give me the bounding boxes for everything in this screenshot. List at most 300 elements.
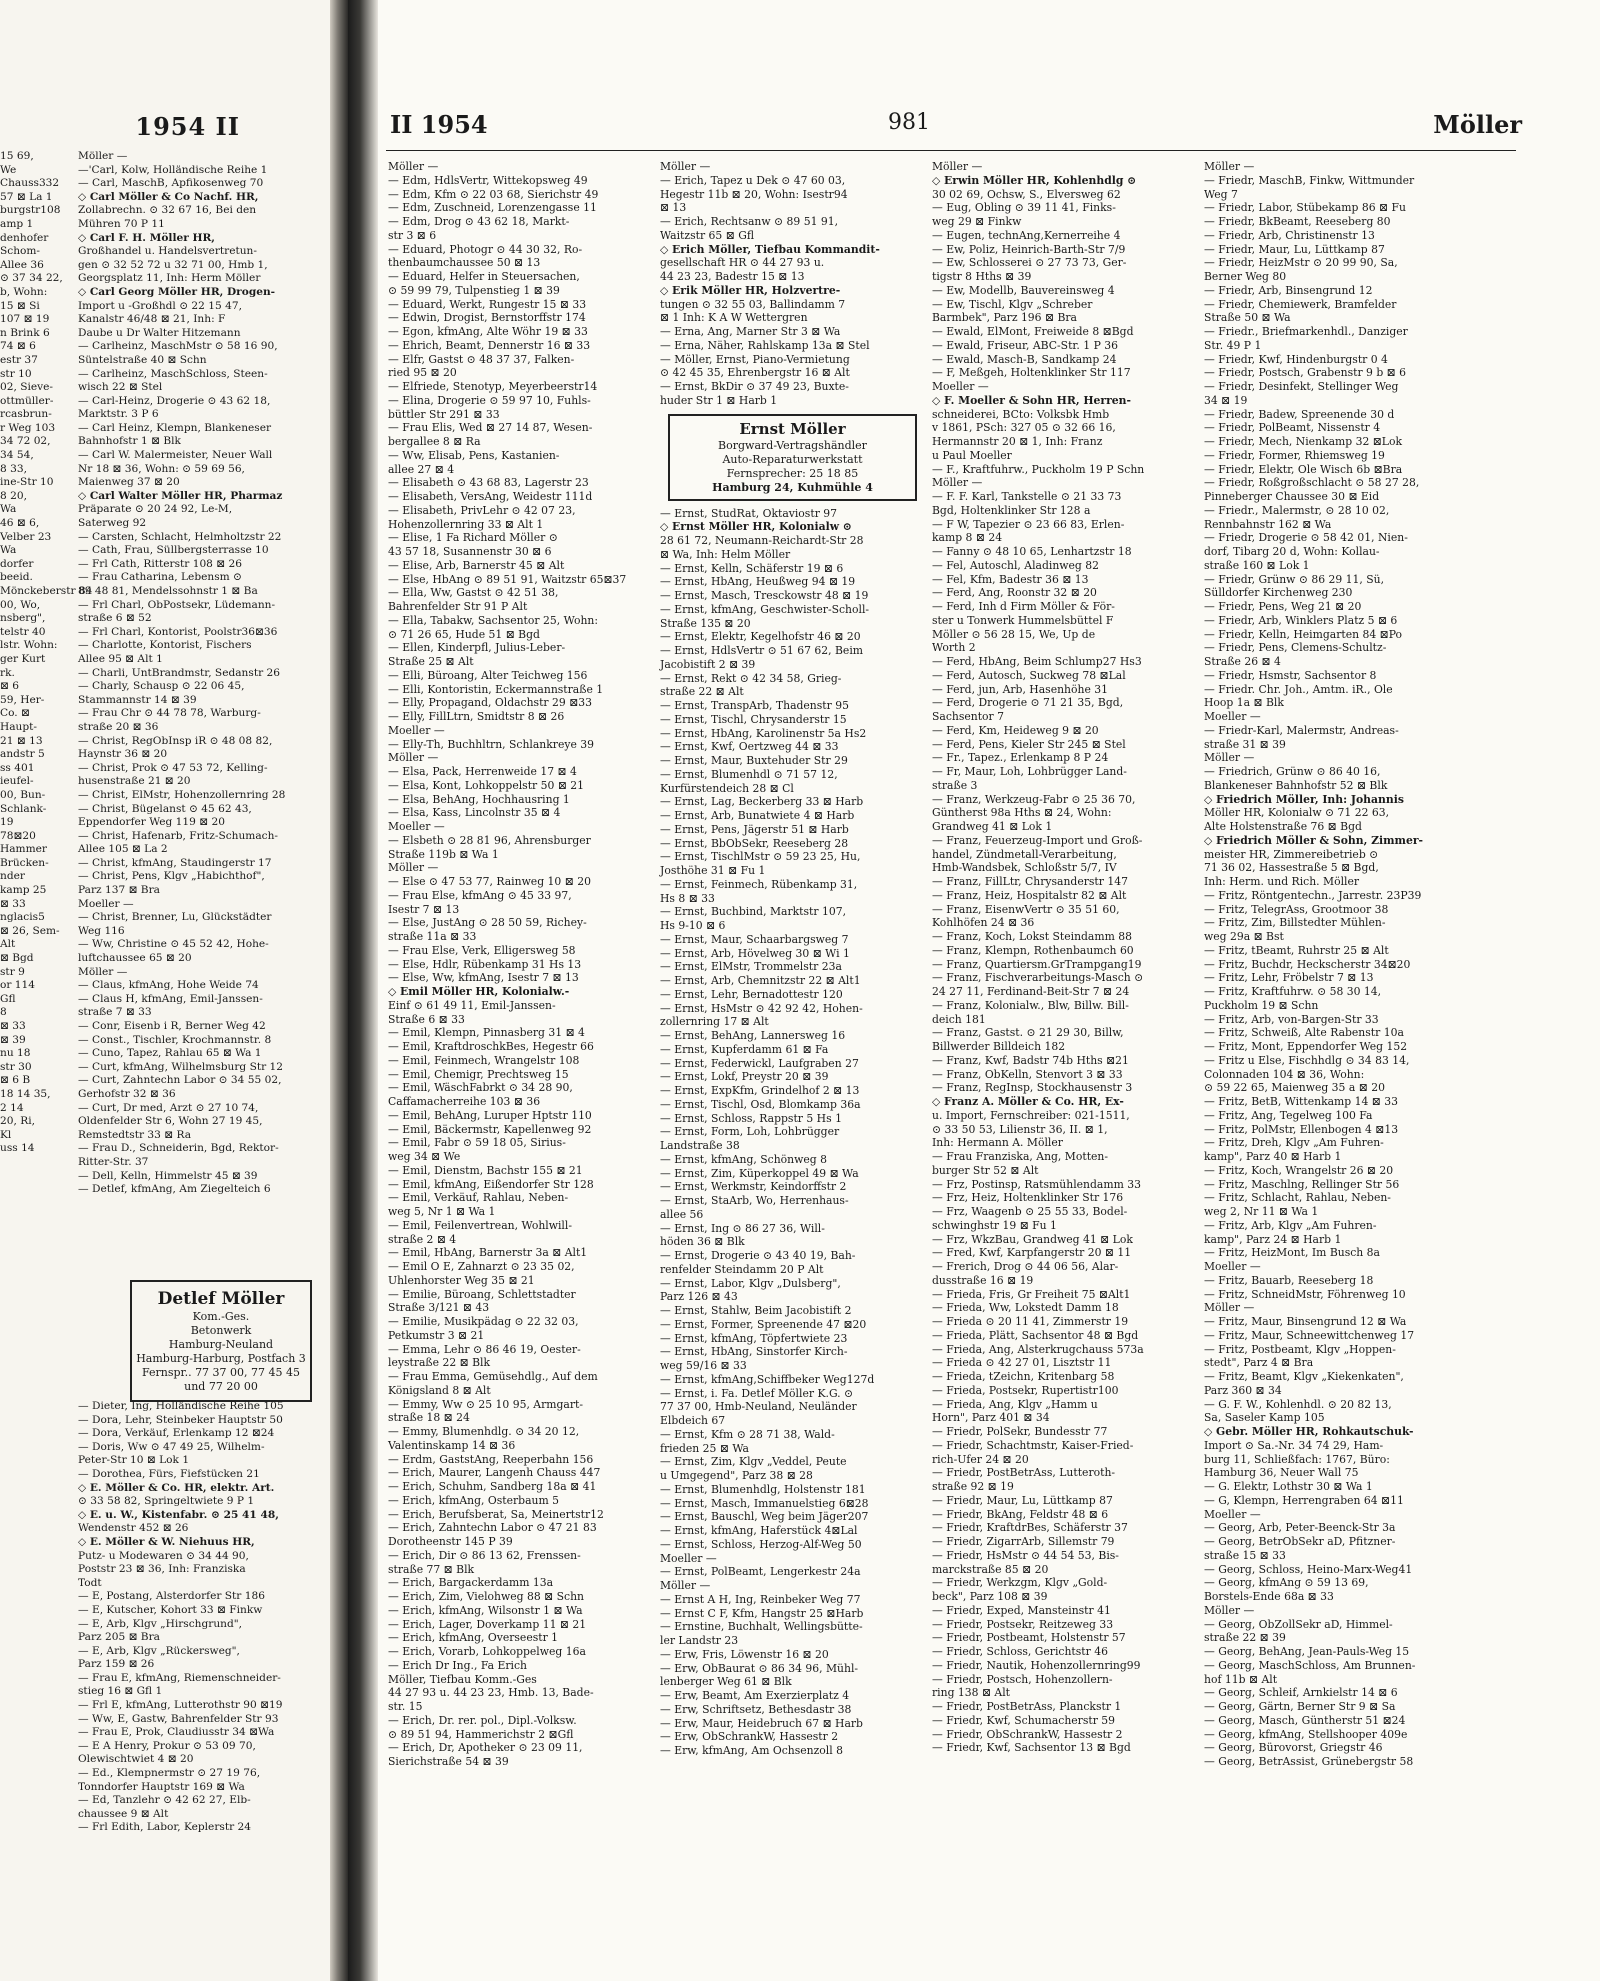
directory-entry: — G. F. W., Kohlenhdl. ⊙ 20 82 13, bbox=[1204, 1397, 1392, 1411]
directory-entry: ◇ Friedrich Möller & Sohn, Zimmer- bbox=[1204, 833, 1423, 847]
directory-entry: — Fritz, Maur, Binsengrund 12 ⊠ Wa bbox=[1204, 1315, 1407, 1328]
directory-entry: — Ernst, Lokf, Preystr 20 ⊠ 39 bbox=[660, 1070, 829, 1084]
ad-title: Ernst Möller bbox=[739, 419, 846, 438]
page-year-label: II 1954 bbox=[390, 110, 488, 139]
directory-entry: 28 61 72, Neumann-Reichardt-Str 28 bbox=[660, 534, 864, 547]
directory-entry: — Fritz, Bauarb, Reeseberg 18 bbox=[1204, 1273, 1374, 1287]
directory-entry: hof 11b ⊠ Alt bbox=[1204, 1672, 1278, 1686]
facing-page-entry: — Cath, Frau, Süllbergsterrasse 10 bbox=[78, 544, 269, 557]
directory-entry: straße 92 ⊠ 19 bbox=[932, 1480, 1014, 1493]
page-running-head: Möller bbox=[1433, 110, 1522, 139]
page-spine bbox=[330, 0, 348, 1981]
directory-entry: — Friedr, Postsch, Grabenstr 9 b ⊠ 6 bbox=[1204, 366, 1407, 380]
directory-entry: Straße 119b ⊠ Wa 1 bbox=[388, 847, 499, 861]
directory-entry: — Ernst, Kwf, Oertzweg 44 ⊠ 33 bbox=[660, 740, 839, 754]
directory-entry: — Elise, 1 Fa Richard Möller ⊙ bbox=[388, 531, 558, 545]
directory-entry: — Edm, Drog ⊙ 43 62 18, Markt- bbox=[388, 215, 570, 228]
directory-entry: ◇ Gebr. Möller HR, Rohkautschuk- bbox=[1204, 1425, 1414, 1438]
facing-page-entry: Todt bbox=[78, 1576, 102, 1589]
directory-entry: Hmb-Wandsbek, Schloßstr 5/7, IV bbox=[932, 861, 1117, 875]
directory-entry: — Ernst, Maur, Buxtehuder Str 29 bbox=[660, 754, 848, 767]
facing-page-entry: — Ed., Klempnermstr ⊙ 27 19 76, bbox=[78, 1767, 261, 1780]
directory-entry: Bahrenfelder Str 91 P Alt bbox=[388, 600, 528, 613]
facing-page-column-lower bbox=[78, 1400, 330, 1835]
directory-column-2 bbox=[660, 160, 925, 1758]
directory-entry: — Friedr, Elektr, Ole Wisch 6b ⊠Bra bbox=[1204, 462, 1403, 476]
facing-page-fragment: ss 401 bbox=[0, 761, 35, 774]
directory-entry: weg 29a ⊠ Bst bbox=[1204, 930, 1284, 943]
ad-line: Fernspr.. 77 37 00, 77 45 45 bbox=[141, 1366, 301, 1379]
directory-entry: — Fritz, TelegrAss, Grootmoor 38 bbox=[1204, 902, 1389, 916]
directory-entry: — Emil, KraftdroschkBes, Hegestr 66 bbox=[388, 1040, 594, 1053]
directory-entry: — Franz, Koch, Lokst Steindamm 88 bbox=[932, 930, 1133, 943]
directory-entry: — Friedr, Labor, Stübekamp 86 ⊠ Fu bbox=[1204, 201, 1406, 215]
ad-line: Hamburg-Neuland bbox=[168, 1338, 274, 1351]
directory-entry: — Friedr. Chr. Joh., Amtm. iR., Ole bbox=[1204, 682, 1393, 696]
directory-entry: — Ernst C F, Kfm, Hangstr 25 ⊠Harb bbox=[660, 1606, 864, 1620]
directory-entry: — Frz, Waagenb ⊙ 25 55 33, Bodel- bbox=[932, 1205, 1128, 1218]
directory-entry: — Ew, Modellb, Bauvereinsweg 4 bbox=[932, 283, 1115, 297]
directory-entry: — Erich, Schuhm, Sandberg 18a ⊠ 41 bbox=[388, 1480, 597, 1493]
directory-entry: Weg 7 bbox=[1204, 187, 1238, 201]
directory-entry: — Friedr, Nautik, Hohenzollernring99 bbox=[932, 1658, 1141, 1672]
facing-page-entry: 89 48 81, Mendelssohnstr 1 ⊠ Ba bbox=[78, 585, 258, 597]
directory-entry: — Else, HbAng ⊙ 89 51 91, Waitzstr 65⊠37 bbox=[388, 572, 627, 586]
directory-entry: — Friedr, Postsch, Hohenzollern- bbox=[932, 1672, 1113, 1686]
directory-entry: Str. 49 P 1 bbox=[1204, 338, 1262, 352]
directory-entry: — Ferd, Ang, Roonstr 32 ⊠ 20 bbox=[932, 586, 1097, 600]
facing-page-entry: — Christ, kfmAng, Staudingerstr 17 bbox=[78, 856, 272, 869]
directory-entry: — Frieda, tZeichn, Kritenbarg 58 bbox=[932, 1370, 1115, 1383]
facing-page-entry: Weg 116 bbox=[78, 924, 125, 937]
facing-page-entry: — Frl Charl, ObPostsekr, Lüdemann- bbox=[78, 598, 276, 611]
directory-entry: — Ernst, Bauschl, Weg beim Jäger207 bbox=[660, 1510, 869, 1524]
directory-entry: Grandweg 41 ⊠ Lok 1 bbox=[932, 820, 1053, 833]
directory-entry: Straße 25 ⊠ Alt bbox=[388, 655, 474, 668]
directory-entry: — Georg, BetrAssist, Grünebergstr 58 bbox=[1204, 1755, 1414, 1768]
directory-entry: — Ernst, Kfm ⊙ 28 71 38, Wald- bbox=[660, 1427, 835, 1441]
facing-page-fragment: Hammer bbox=[0, 843, 47, 856]
facing-page-fragment: beeid. bbox=[0, 571, 33, 584]
facing-page-fragment: ger Kurt bbox=[0, 652, 46, 665]
directory-entry: Möller — bbox=[932, 160, 983, 173]
facing-page-entry: Marktstr. 3 P 6 bbox=[78, 408, 159, 421]
directory-entry: — Ernst, Drogerie ⊙ 43 40 19, Bah- bbox=[660, 1249, 856, 1262]
facing-page-entry: — Claus, kfmAng, Hohe Weide 74 bbox=[78, 979, 259, 992]
directory-entry: deich 181 bbox=[932, 1012, 986, 1026]
facing-page-entry: Haynstr 36 ⊠ 20 bbox=[78, 748, 168, 761]
directory-entry: — Fritz, SchneidMstr, Föhrenweg 10 bbox=[1204, 1287, 1406, 1301]
directory-entry: straße 15 ⊠ 33 bbox=[1204, 1548, 1286, 1562]
directory-entry: — Friedr, Pens, Weg 21 ⊠ 20 bbox=[1204, 600, 1362, 613]
facing-page-entry: ◇ Carl Möller & Co Nachf. HR, bbox=[78, 190, 259, 203]
directory-entry: — Franz, Heiz, Hospitalstr 82 ⊠ Alt bbox=[932, 888, 1127, 902]
facing-page-fragment: ⊠ 6 B bbox=[0, 1074, 31, 1087]
directory-entry: — Ernst A H, Ing, Reinbeker Weg 77 bbox=[660, 1592, 861, 1606]
facing-page-entry: — Carsten, Schlacht, Helmholtzstr 22 bbox=[78, 530, 282, 543]
facing-page-fragment: 107 ⊠ 19 bbox=[0, 313, 50, 326]
directory-entry: Hoop 1a ⊠ Blk bbox=[1204, 696, 1284, 710]
facing-page-entry: straße 7 ⊠ 33 bbox=[78, 1006, 152, 1019]
directory-entry: huder Str 1 ⊠ Harb 1 bbox=[660, 393, 778, 407]
directory-entry: — Frau Emma, Gemüsehdlg., Auf dem bbox=[388, 1370, 598, 1383]
facing-page-entry: Moeller — bbox=[78, 897, 134, 910]
directory-entry: — Eduard, Helfer in Steuersachen, bbox=[388, 270, 580, 283]
facing-page-fragment: dorfer bbox=[0, 557, 34, 570]
facing-page-fragment: 00, Bun- bbox=[0, 788, 46, 801]
ad-line: Fernsprecher: 25 18 85 bbox=[726, 466, 859, 480]
directory-entry: — Fritz, Buchdr, Heckscherstr 34⊠20 bbox=[1204, 957, 1411, 971]
directory-entry: — Elly-Th, Buchhltrn, Schlankreye 39 bbox=[388, 737, 595, 751]
directory-entry: — Ernst, Maur, Schaarbargsweg 7 bbox=[660, 932, 849, 946]
directory-entry: — Friedr, PostBetrAss, Lutteroth- bbox=[932, 1466, 1116, 1480]
directory-entry: — Ernst, kfmAng,Schiffbeker Weg127d bbox=[660, 1372, 875, 1386]
ad-address: Hamburg 24, Kuhmühle 4 bbox=[712, 480, 873, 494]
ad-title: Detlef Möller bbox=[157, 1289, 285, 1309]
directory-entry: — Erich Dr Ing., Fa Erich bbox=[388, 1658, 527, 1672]
directory-entry: — Ernst, HdlsVertr ⊙ 51 67 62, Beim bbox=[660, 644, 864, 657]
directory-entry: Möller — bbox=[1204, 751, 1255, 765]
book-binding bbox=[348, 0, 378, 1981]
facing-page-entry: — Carlheinz, MaschMstr ⊙ 58 16 90, bbox=[78, 340, 278, 353]
facing-page-entry: — Christ, Pens, Klgv „Habichthof", bbox=[78, 870, 265, 883]
facing-page-entry: — Charlotte, Kontorist, Fischers bbox=[78, 639, 252, 652]
directory-entry: — Friedr, Maur, Lu, Lüttkamp 87 bbox=[932, 1493, 1113, 1507]
directory-entry: — Fritz, Postbeamt, Klgv „Hoppen- bbox=[1204, 1342, 1396, 1356]
directory-entry: — Fritz, Ang, Tegelweg 100 Fa bbox=[1204, 1108, 1373, 1122]
directory-entry: — Erich, Berufsberat, Sa, Meinertstr12 bbox=[388, 1507, 604, 1521]
directory-entry: — Emil, Fabr ⊙ 59 18 05, Sirius- bbox=[388, 1136, 566, 1150]
facing-page-fragment: 15 ⊠ Si bbox=[0, 299, 40, 312]
facing-page-fragment: Wa bbox=[0, 544, 17, 557]
directory-entry: — Franz, RegInsp, Stockhausenstr 3 bbox=[932, 1081, 1133, 1095]
facing-page-entry: Putz- u Modewaren ⊙ 34 44 90, bbox=[78, 1549, 249, 1562]
directory-entry: — Emil, Feinmech, Wrangelstr 108 bbox=[388, 1053, 580, 1067]
facing-page-fragment: str 30 bbox=[0, 1060, 32, 1073]
directory-entry: 30 02 69, Ochsw, S., Elversweg 62 bbox=[932, 187, 1121, 201]
facing-page-entry: luftchaussee 65 ⊠ 20 bbox=[78, 952, 192, 965]
facing-page-entry: Möller — bbox=[78, 965, 128, 978]
directory-entry: — Fritz, Arb, Klgv „Am Fuhren- bbox=[1204, 1218, 1377, 1232]
directory-entry: ◇ Erwin Möller HR, Kohlenhdlg ⊙ bbox=[932, 173, 1137, 187]
directory-entry: Jacobistift 2 ⊠ 39 bbox=[660, 657, 756, 671]
directory-entry: — Edm, Kfm ⊙ 22 03 68, Sierichstr 49 bbox=[388, 187, 599, 201]
directory-entry: — Fr., Tapez., Erlenkamp 8 P 24 bbox=[932, 751, 1109, 765]
directory-entry: ◇ Franz A. Möller & Co. HR, Ex- bbox=[932, 1095, 1124, 1108]
facing-page-entry: Olewischtwiet 4 ⊠ 20 bbox=[78, 1753, 194, 1766]
facing-page-entry: Remstedtstr 33 ⊠ Ra bbox=[78, 1128, 192, 1141]
directory-entry: — Franz, EisenwVertr ⊙ 35 51 60, bbox=[932, 902, 1120, 916]
facing-page-entry: ◇ E. Möller & Co. HR, elektr. Art. bbox=[78, 1481, 275, 1494]
directory-entry: — Emil, BehAng, Luruper Hptstr 110 bbox=[388, 1108, 592, 1122]
directory-entry: — Friedr, ObSchrankW, Hassestr 2 bbox=[932, 1727, 1123, 1741]
directory-entry: — Friedr, Badew, Spreenende 30 d bbox=[1204, 407, 1395, 421]
directory-entry: — Erich, kfmAng, Osterbaum 5 bbox=[388, 1493, 560, 1507]
directory-entry: Möller — bbox=[1204, 160, 1255, 173]
directory-entry: — Frau Elis, Wed ⊠ 27 14 87, Wesen- bbox=[388, 421, 593, 435]
directory-entry: Pinneberger Chaussee 30 ⊠ Eid bbox=[1204, 490, 1380, 503]
directory-entry: — Ernst, kfmAng, Geschwister-Scholl- bbox=[660, 602, 870, 616]
facing-page-entry: — Frau Chr ⊙ 44 78 78, Warburg- bbox=[78, 707, 261, 720]
directory-entry: ⊙ 71 26 65, Hude 51 ⊠ Bgd bbox=[388, 627, 540, 641]
directory-entry: — Frz, Heiz, Holtenklinker Str 176 bbox=[932, 1191, 1124, 1205]
directory-column-1 bbox=[388, 160, 653, 1769]
facing-page-fragment: n Brink 6 bbox=[0, 326, 50, 339]
directory-entry: Inh: Hermann A. Möller bbox=[932, 1136, 1063, 1150]
facing-page-entry: — Charli, UntBrandmstr, Sedanstr 26 bbox=[78, 666, 280, 679]
facing-page-entry: Parz 205 ⊠ Bra bbox=[78, 1631, 160, 1644]
directory-entry: Blankeneser Bahnhofstr 52 ⊠ Blk bbox=[1204, 778, 1388, 792]
facing-page-entry: — Conr, Eisenb i R, Berner Weg 42 bbox=[78, 1020, 266, 1032]
directory-entry: — Erw, Beamt, Am Exerzierplatz 4 bbox=[660, 1689, 850, 1702]
directory-entry: — Ernst, Lag, Beckerberg 33 ⊠ Harb bbox=[660, 795, 864, 809]
facing-page-entry: — Const., Tischler, Krochmannstr. 8 bbox=[78, 1033, 272, 1046]
directory-entry: — Frieda, Ww, Lokstedt Damm 18 bbox=[932, 1301, 1119, 1315]
directory-entry: — Fanny ⊙ 48 10 65, Lenhartzstr 18 bbox=[932, 545, 1132, 558]
directory-entry: — Friedr, Postbeamt, Holstenstr 57 bbox=[932, 1631, 1126, 1645]
directory-entry: Petkumstr 3 ⊠ 21 bbox=[388, 1328, 485, 1342]
facing-page-entry: —'Carl, Kolw, Holländische Reihe 1 bbox=[78, 163, 268, 176]
directory-entry: büttler Str 291 ⊠ 33 bbox=[388, 407, 500, 421]
directory-entry: ring 138 ⊠ Alt bbox=[932, 1686, 1011, 1700]
facing-page-entry: — Curt, Zahntechn Labor ⊙ 34 55 02, bbox=[78, 1074, 282, 1087]
facing-page-entry: — Doris, Ww ⊙ 47 49 25, Wilhelm- bbox=[78, 1440, 265, 1453]
directory-entry: — Frieda, Fris, Gr Freiheit 75 ⊠Alt1 bbox=[932, 1287, 1131, 1301]
directory-entry: — Ernst, HbAng, Heußweg 94 ⊠ 19 bbox=[660, 575, 856, 589]
directory-entry: — Fritz u Else, Fischhdlg ⊙ 34 83 14, bbox=[1204, 1053, 1410, 1067]
directory-entry: — Emil, WäschFabrkt ⊙ 34 28 90, bbox=[388, 1081, 573, 1095]
directory-entry: — Erw, Fris, Löwenstr 16 ⊠ 20 bbox=[660, 1647, 829, 1661]
directory-entry: — Ww, Elisab, Pens, Kastanien- bbox=[388, 448, 560, 462]
directory-entry: — Emmy, Blumenhdlg. ⊙ 34 20 12, bbox=[388, 1425, 580, 1438]
directory-entry: Moeller — bbox=[1204, 710, 1261, 723]
directory-entry: — Erich, Zahntechn Labor ⊙ 47 21 83 bbox=[388, 1521, 597, 1535]
facing-page-entry: ◇ Carl Walter Möller HR, Pharmaz bbox=[78, 489, 283, 502]
directory-entry: 77 37 00, Hmb-Neuland, Neuländer bbox=[660, 1400, 857, 1414]
facing-page-fragment: str 10 bbox=[0, 367, 32, 380]
directory-entry: — Fritz, BetB, Wittenkamp 14 ⊠ 33 bbox=[1204, 1095, 1399, 1108]
directory-entry: — Eduard, Photogr ⊙ 44 30 32, Ro- bbox=[388, 242, 583, 256]
facing-page-column bbox=[78, 150, 330, 1197]
facing-page-fragment: nglacis5 bbox=[0, 911, 45, 924]
directory-entry: — Else ⊙ 47 53 77, Rainweg 10 ⊠ 20 bbox=[388, 875, 591, 888]
directory-entry: — Emma, Lehr ⊙ 86 46 19, Oester- bbox=[388, 1342, 581, 1356]
directory-entry: — Ew, Poliz, Heinrich-Barth-Str 7/9 bbox=[932, 242, 1126, 256]
directory-entry: 43 57 18, Susannenstr 30 ⊠ 6 bbox=[388, 545, 552, 558]
directory-entry: — Frz, Postinsp, Ratsmühlendamm 33 bbox=[932, 1177, 1141, 1191]
directory-entry: — Frieda ⊙ 20 11 41, Zimmerstr 19 bbox=[932, 1315, 1129, 1328]
directory-entry: gesellschaft HR ⊙ 44 27 93 u. bbox=[660, 256, 825, 270]
facing-page-entry: — Carl Heinz, Klempn, Blankeneser bbox=[78, 421, 272, 434]
directory-entry: — Ernst, StaArb, Wo, Herrenhaus- bbox=[660, 1194, 849, 1207]
directory-entry: — Frieda, Ang, Klgv „Hamm u bbox=[932, 1397, 1098, 1411]
facing-page-entry: — Dell, Kelln, Himmelstr 45 ⊠ 39 bbox=[78, 1169, 258, 1182]
facing-page-entry: Georgsplatz 11, Inh: Herm Möller bbox=[78, 272, 261, 285]
directory-entry: — Emilie, Musikpädag ⊙ 22 32 03, bbox=[388, 1315, 579, 1328]
directory-entry: — Friedr, HsMstr ⊙ 44 54 53, Bis- bbox=[932, 1548, 1119, 1562]
directory-entry: — Georg, MaschSchloss, Am Brunnen- bbox=[1204, 1658, 1416, 1672]
facing-page-fragment: 2 14 bbox=[0, 1101, 24, 1114]
facing-page-fragment: Chauss332 bbox=[0, 177, 60, 190]
directory-entry: — Friedr, Grünw ⊙ 86 29 11, Sü, bbox=[1204, 572, 1385, 586]
directory-entry: Horn", Parz 401 ⊠ 34 bbox=[932, 1411, 1050, 1425]
directory-entry: Möller — bbox=[660, 160, 711, 173]
directory-entry: Hs 9-10 ⊠ 6 bbox=[660, 919, 726, 932]
directory-entry: — Franz, Quartiersm.GrTrampgang19 bbox=[932, 957, 1142, 971]
ad-line: Auto-Reparaturwerkstatt bbox=[722, 452, 863, 466]
directory-entry: marckstraße 85 ⊠ 20 bbox=[932, 1562, 1049, 1576]
directory-entry: — Ernst, kfmAng, Haferstück 4⊠Lal bbox=[660, 1524, 858, 1537]
facing-page-entry: Import u -Großhdl ⊙ 22 15 47, bbox=[78, 299, 242, 312]
facing-page-entry: — Frl Charl, Kontorist, Poolstr36⊠36 bbox=[78, 625, 278, 638]
directory-entry: str. 15 bbox=[388, 1700, 423, 1713]
directory-entry: allee 56 bbox=[660, 1207, 704, 1221]
directory-entry: — Frerich, Drog ⊙ 44 06 56, Alar- bbox=[932, 1260, 1119, 1273]
ad-line: Betonwerk bbox=[190, 1324, 252, 1337]
directory-entry: — Fritz, Lehr, Fröbelstr 7 ⊠ 13 bbox=[1204, 971, 1374, 985]
directory-entry: schneiderei, BCto: Volksbk Hmb bbox=[932, 407, 1110, 421]
directory-entry: — Erich, kfmAng, Wilsonstr 1 ⊠ Wa bbox=[388, 1603, 583, 1617]
directory-entry: — Fritz, Mont, Eppendorfer Weg 152 bbox=[1204, 1040, 1408, 1053]
facing-page-fragment: ⊠ 33 bbox=[0, 897, 26, 910]
facing-page-entry: — Cuno, Tapez, Rahlau 65 ⊠ Wa 1 bbox=[78, 1047, 262, 1060]
directory-entry: zollernring 17 ⊠ Alt bbox=[660, 1015, 769, 1029]
directory-entry: — Ehrich, Beamt, Dennerstr 16 ⊠ 33 bbox=[388, 338, 591, 352]
directory-entry: — Ew, Schlosserei ⊙ 27 73 73, Ger- bbox=[932, 256, 1127, 270]
directory-entry: — Frau Else, kfmAng ⊙ 45 33 97, bbox=[388, 888, 572, 902]
directory-entry: — Emil, Klempn, Pinnasberg 31 ⊠ 4 bbox=[388, 1026, 585, 1040]
facing-page-fragment: amp 1 bbox=[0, 217, 34, 230]
facing-page-entry: — Curt, kfmAng, Wilhelmsburg Str 12 bbox=[78, 1060, 284, 1073]
directory-entry: Möller — bbox=[388, 861, 439, 875]
directory-entry: ◇ Ernst Möller HR, Kolonialw ⊙ bbox=[660, 520, 852, 534]
directory-entry: — Eug, Obling ⊙ 39 11 41, Finks- bbox=[932, 201, 1116, 215]
directory-entry: v 1861, PSch: 327 05 ⊙ 32 66 16, bbox=[932, 421, 1116, 435]
directory-entry: — Emil, Chemigr, Prechtsweg 15 bbox=[388, 1067, 569, 1081]
facing-page-fragment: 8 20, bbox=[0, 489, 27, 502]
directory-entry: — Ernst, i. Fa. Detlef Möller K.G. ⊙ bbox=[660, 1386, 854, 1400]
directory-entry: — Fritz, Dreh, Klgv „Am Fuhren- bbox=[1204, 1136, 1384, 1150]
facing-page-entry: — E, Kutscher, Kohort 33 ⊠ Finkw bbox=[78, 1603, 263, 1616]
directory-entry: — Ferd, Inh d Firm Möller & För- bbox=[932, 600, 1115, 613]
facing-page-fragment: Mönckeberstr 84 bbox=[0, 585, 93, 597]
directory-entry: Hamburg 36, Neuer Wall 75 bbox=[1204, 1466, 1359, 1480]
directory-entry: — Else, Ww, kfmAng, Isestr 7 ⊠ 13 bbox=[388, 971, 579, 985]
directory-entry: — Franz, FillLtr, Chrysanderstr 147 bbox=[932, 875, 1128, 888]
directory-entry: — Ernst, HbAng, Sinstorfer Kirch- bbox=[660, 1345, 848, 1359]
directory-entry: — Friedr, KraftdrBes, Schäferstr 37 bbox=[932, 1521, 1128, 1535]
directory-entry: — Ernst, BbObSekr, Reeseberg 28 bbox=[660, 836, 849, 850]
directory-entry: ⊙ 42 45 35, Ehrenbergstr 16 ⊠ Alt bbox=[660, 366, 850, 380]
facing-page-entry: Saterweg 92 bbox=[78, 517, 147, 530]
facing-page-fragment: 34 54, bbox=[0, 449, 34, 462]
facing-page-entry: Allee 105 ⊠ La 2 bbox=[78, 843, 168, 856]
directory-entry: — Ernst, BkDir ⊙ 37 49 23, Buxte- bbox=[660, 380, 849, 393]
facing-page-entry: Gerhofstr 32 ⊠ 36 bbox=[78, 1087, 176, 1100]
directory-entry: Kohlhöfen 24 ⊠ 36 bbox=[932, 916, 1035, 930]
facing-page-fragment: 20, Ri, bbox=[0, 1115, 35, 1128]
directory-entry: — Elisabeth ⊙ 43 68 83, Lagerstr 23 bbox=[388, 476, 589, 490]
directory-entry: — Ernst, Rekt ⊙ 42 34 58, Grieg- bbox=[660, 671, 842, 685]
directory-entry: burger Str 52 ⊠ Alt bbox=[932, 1163, 1039, 1177]
directory-entry: meister HR, Zimmereibetrieb ⊙ bbox=[1204, 847, 1379, 861]
facing-page-fragment: nder bbox=[0, 870, 25, 883]
directory-entry: — Friedr, BkAng, Feldstr 48 ⊠ 6 bbox=[932, 1507, 1109, 1521]
directory-entry: — Emil, Verkäuf, Rahlau, Neben- bbox=[388, 1191, 569, 1205]
directory-entry: — Georg, Masch, Güntherstr 51 ⊠24 bbox=[1204, 1713, 1406, 1727]
directory-entry: handel, Zündmetall-Verarbeitung, bbox=[932, 847, 1117, 861]
facing-page-entry: straße 6 ⊠ 52 bbox=[78, 612, 152, 625]
directory-entry: weg 34 ⊠ We bbox=[388, 1150, 461, 1163]
directory-entry: — Franz, Werkzeug-Fabr ⊙ 25 36 70, bbox=[932, 792, 1136, 806]
directory-entry: straße 3 bbox=[932, 778, 978, 792]
directory-entry: — Ferd, Autosch, Suckweg 78 ⊠Lal bbox=[932, 668, 1126, 682]
directory-entry: — Ernst, Schloss, Rappstr 5 Hs 1 bbox=[660, 1111, 842, 1125]
directory-entry: Straße 135 ⊠ 20 bbox=[660, 616, 751, 630]
facing-page-entry: Mühren 70 P 11 bbox=[78, 217, 165, 230]
directory-entry: — Erich, Bargackerdamm 13a bbox=[388, 1576, 554, 1590]
directory-entry: ◇ F. Moeller & Sohn HR, Herren- bbox=[932, 393, 1132, 407]
directory-entry: — Edm, Zuschneid, Lorenzengasse 11 bbox=[388, 201, 597, 215]
directory-entry: — Ferd, Km, Heideweg 9 ⊠ 20 bbox=[932, 723, 1099, 737]
directory-entry: — Ernst, Schloss, Herzog-Alf-Weg 50 bbox=[660, 1537, 862, 1551]
directory-entry: straße 22 ⊠ Alt bbox=[660, 685, 744, 699]
directory-entry: — Elise, Arb, Barnerstr 45 ⊠ Alt bbox=[388, 558, 565, 572]
directory-entry: Möller — bbox=[932, 476, 983, 490]
directory-entry: stedt", Parz 4 ⊠ Bra bbox=[1204, 1356, 1314, 1370]
facing-page-entry: Allee 95 ⊠ Alt 1 bbox=[78, 652, 163, 665]
directory-entry: — Erich, kfmAng, Overseestr 1 bbox=[388, 1631, 559, 1645]
directory-entry: — Frz, WkzBau, Grandweg 41 ⊠ Lok bbox=[932, 1232, 1133, 1246]
facing-page-entry: Bahnhofstr 1 ⊠ Blk bbox=[78, 435, 181, 448]
directory-entry: — Erw, ObBaurat ⊙ 86 34 96, Mühl- bbox=[660, 1661, 859, 1675]
directory-entry: — Friedr, Kwf, Sachsentor 13 ⊠ Bgd bbox=[932, 1741, 1131, 1755]
ad-lines bbox=[136, 1310, 306, 1394]
directory-entry: — Fritz, Schlacht, Rahlau, Neben- bbox=[1204, 1191, 1391, 1205]
facing-page-entry: — Frau E, Prok, Claudiusstr 34 ⊠Wa bbox=[78, 1726, 275, 1739]
facing-page-fragment: ⊠ 6 bbox=[0, 680, 19, 693]
directory-entry: — Ferd, HbAng, Beim Schlump27 Hs3 bbox=[932, 655, 1142, 668]
directory-entry: 24 27 11, Ferdinand-Beit-Str 7 ⊠ 24 bbox=[932, 985, 1130, 998]
directory-entry: ⊙ 59 99 79, Tulpenstieg 1 ⊠ 39 bbox=[388, 283, 560, 297]
directory-entry: — Friedr, Arb, Christinenstr 13 bbox=[1204, 228, 1375, 242]
facing-page-entry: Poststr 23 ⊠ 36, Inh: Franziska bbox=[78, 1563, 246, 1576]
directory-entry: Worth 2 bbox=[932, 641, 976, 655]
directory-entry: — Ernst, Masch, Immanuelstieg 6⊠28 bbox=[660, 1496, 869, 1510]
directory-entry: — Erich, Dir ⊙ 86 13 62, Frenssen- bbox=[388, 1548, 581, 1562]
facing-page-entry: — Frl Cath, Ritterstr 108 ⊠ 26 bbox=[78, 557, 243, 570]
facing-page-entry: Nr 18 ⊠ 36, Wohn: ⊙ 59 69 56, bbox=[78, 462, 245, 475]
directory-entry: u Umgegend", Parz 38 ⊠ 28 bbox=[660, 1469, 813, 1482]
directory-entry: — Friedr, PostBetrAss, Planckstr 1 bbox=[932, 1700, 1122, 1713]
directory-entry: 44 27 93 u. 44 23 23, Hmb. 13, Bade- bbox=[388, 1686, 594, 1700]
directory-entry: — Ernst, ExpKfm, Grindelhof 2 ⊠ 13 bbox=[660, 1084, 860, 1097]
directory-entry: — Georg, BehAng, Jean-Pauls-Weg 15 bbox=[1204, 1645, 1410, 1658]
directory-entry: — Friedr, Chemiewerk, Bramfelder bbox=[1204, 297, 1397, 311]
directory-entry: — Erich, Dr. rer. pol., Dipl.-Volksw. bbox=[388, 1713, 577, 1727]
directory-entry: straße 2 ⊠ 4 bbox=[388, 1232, 457, 1246]
directory-entry: Möller — bbox=[660, 1579, 711, 1592]
ad-line: Hamburg-Harburg, Postfach 3 bbox=[136, 1352, 306, 1365]
directory-entry: — Franz, ObKelln, Stenvort 3 ⊠ 33 bbox=[932, 1067, 1123, 1081]
facing-page-fragment: Wa bbox=[0, 503, 17, 516]
directory-entry: — Erich, Tapez u Dek ⊙ 47 60 03, bbox=[660, 173, 846, 187]
facing-page-fragment: 34 72 02, bbox=[0, 435, 51, 448]
directory-entry: ⊙ 89 51 94, Hammerichstr 2 ⊠Gfl bbox=[388, 1727, 574, 1741]
facing-page-entry: — Frl Edith, Labor, Keplerstr 24 bbox=[78, 1821, 252, 1834]
facing-page-entry: Zollabrechn. ⊙ 32 67 16, Bei den bbox=[78, 204, 257, 217]
facing-page-entry: straße 20 ⊠ 36 bbox=[78, 720, 159, 733]
